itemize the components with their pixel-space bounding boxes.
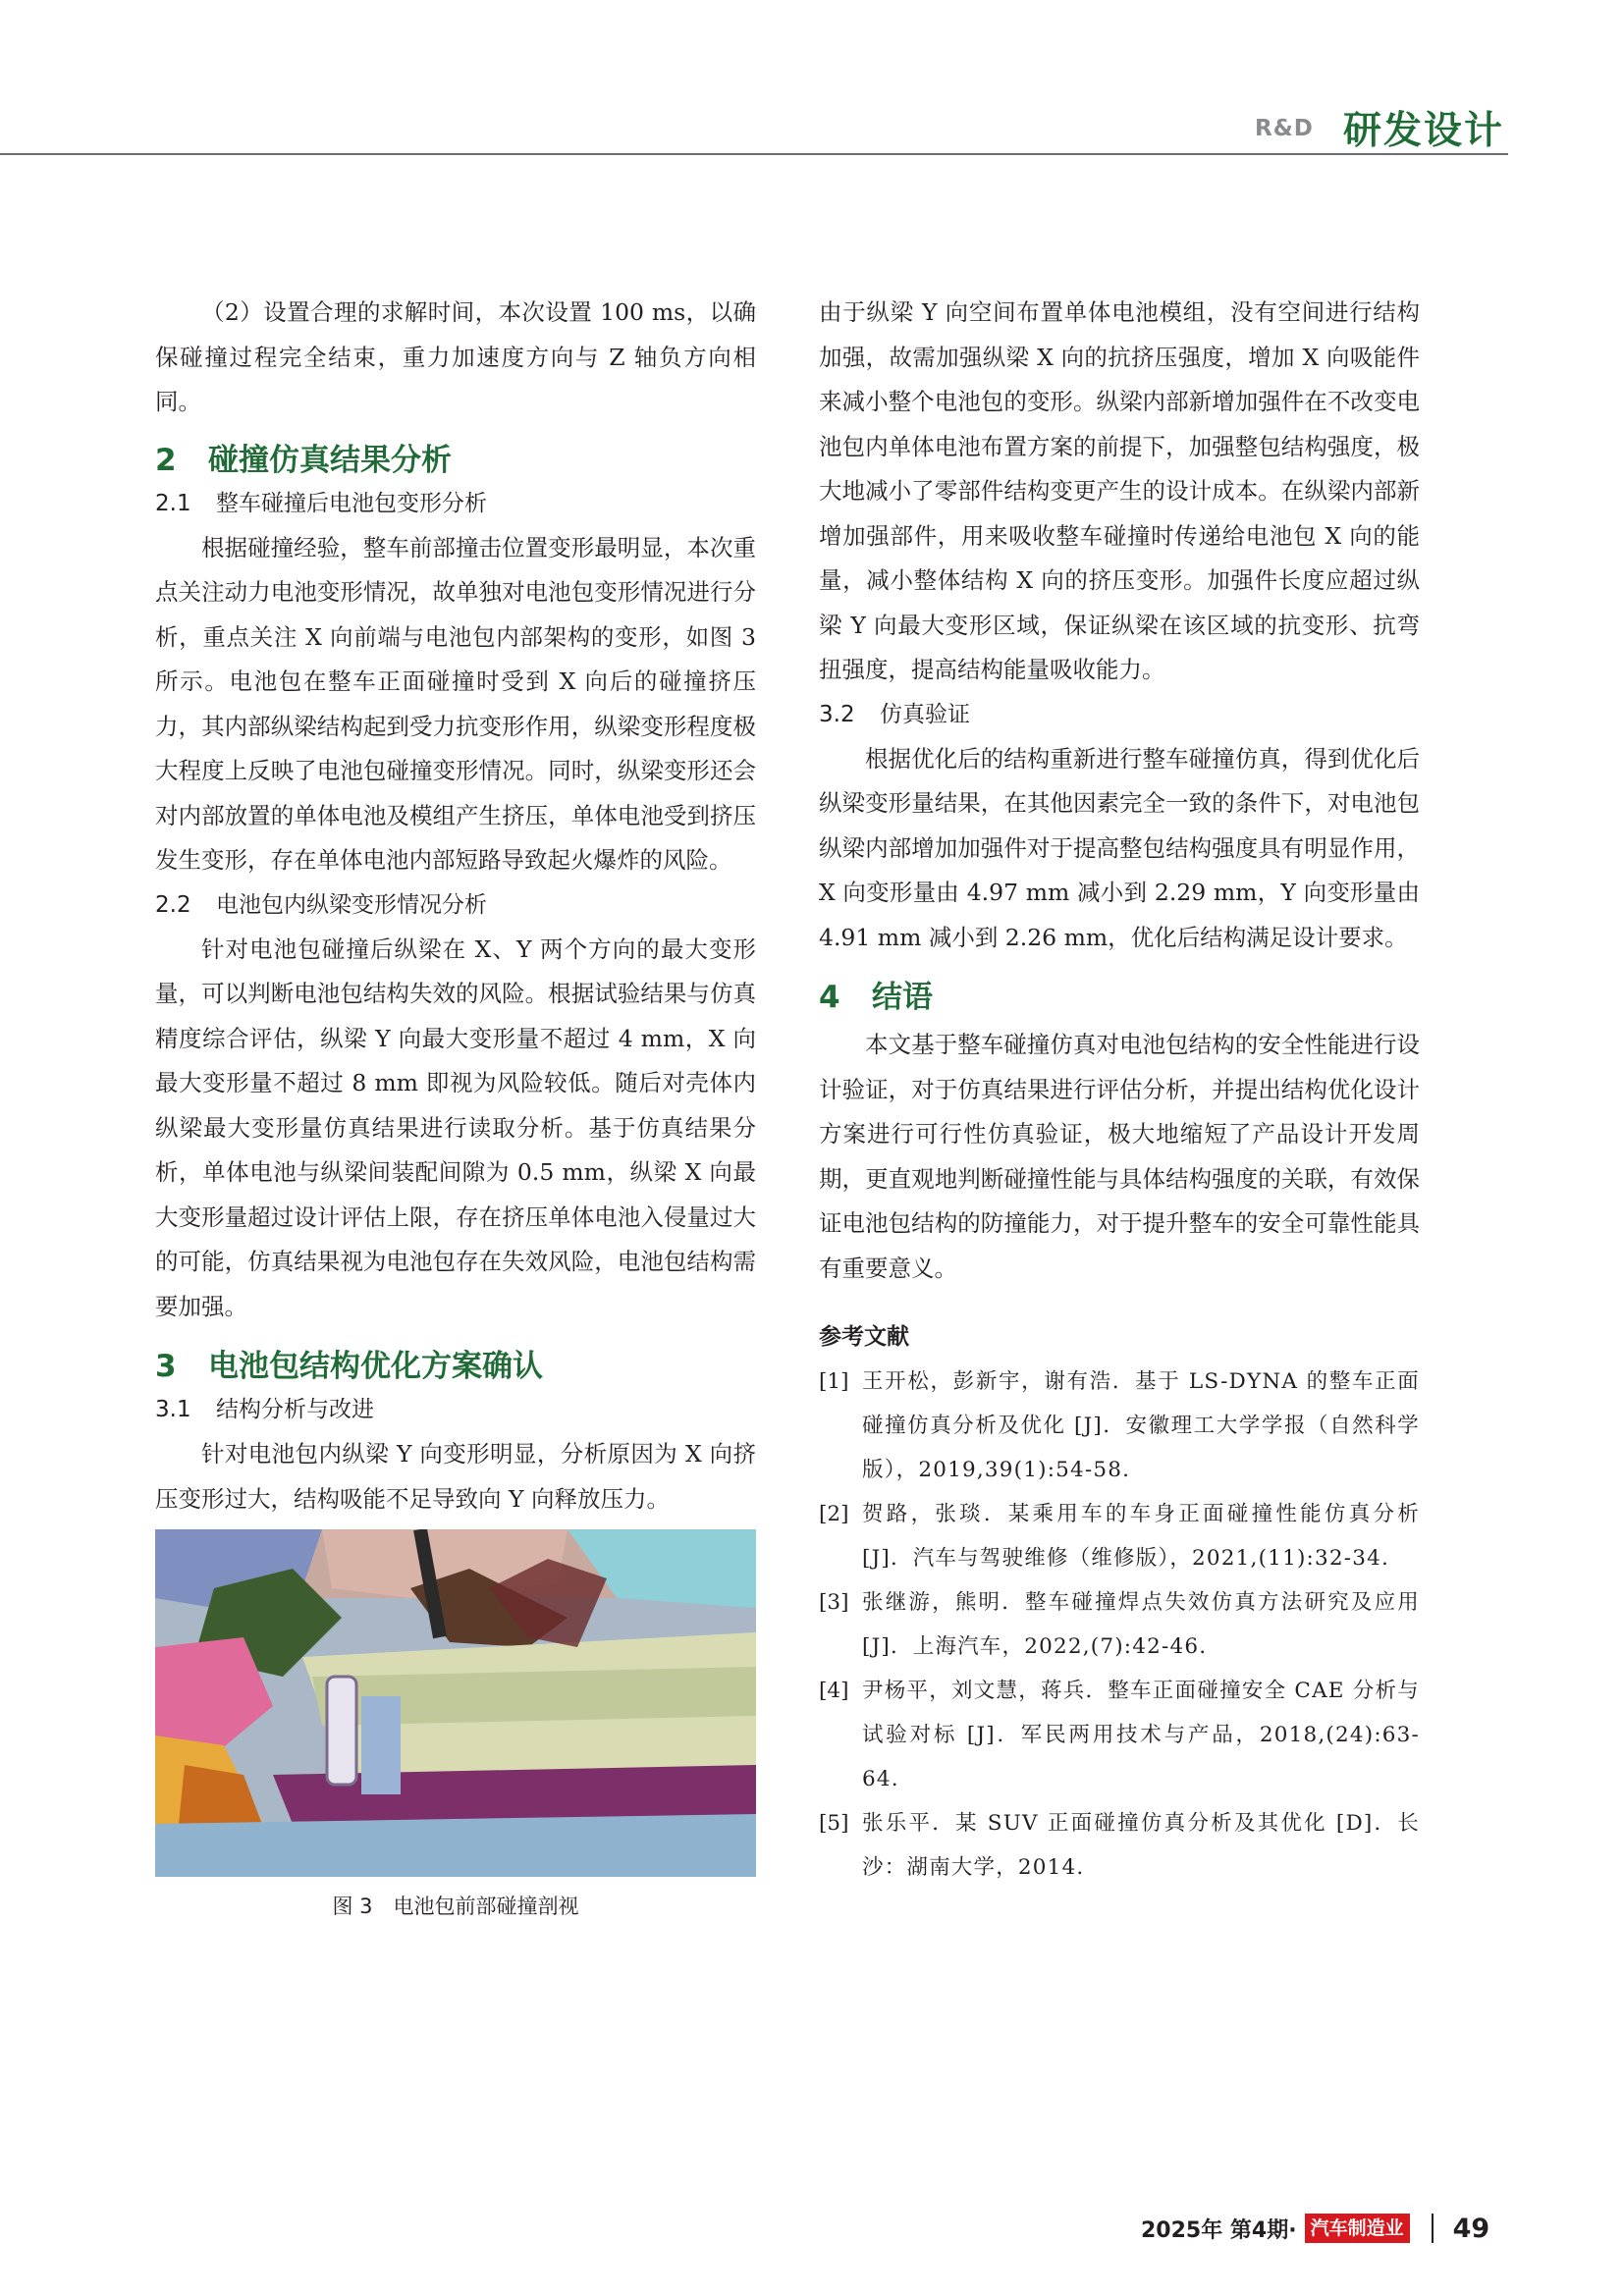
- subsection-title: 仿真验证: [880, 701, 970, 727]
- footer-divider: [1432, 2214, 1434, 2243]
- section-number: 4: [819, 980, 840, 1015]
- reference-number: [2]: [819, 1502, 849, 1526]
- reference-text: 王开松，彭新宇，谢有浩．基于 LS-DYNA 的整车正面碰撞仿真分析及优化 [J]．安徽理工大学学报（自然科学版），2019,39(1):54-58.: [862, 1369, 1420, 1482]
- subsection-number: 3.2: [819, 701, 855, 727]
- page-number: 49: [1452, 2213, 1490, 2244]
- paragraph: 根据优化后的结构重新进行整车碰撞仿真，得到优化后纵梁变形量结果，在其他因素完全一致的条件下，对电池包纵梁内部增加加强件对于提高整包结构强度具有明显作用，X 向变形量由 4.97 mm 减小到 2.29 mm，Y 向变形量由 4.91 mm 减小到 2.26 mm，优化后结构满足设计要求。: [819, 744, 1420, 951]
- crash-simulation-figure: [155, 1529, 756, 1877]
- section-label-cn: 研发设计: [1343, 109, 1505, 153]
- page-footer: [1141, 2212, 1489, 2245]
- paragraph: （2）设置合理的求解时间，本次设置 100 ms，以确保碰撞过程完全结束，重力加速度方向与 Z 轴负方向相同。: [155, 298, 756, 415]
- section-title: 结语: [872, 980, 933, 1015]
- reference-item: [819, 1360, 1420, 1492]
- magazine-logo: 汽车制造业: [1305, 2214, 1410, 2243]
- subsection-title: 电池包内纵梁变形情况分析: [216, 891, 487, 918]
- section-number: 2: [155, 442, 177, 478]
- reference-number: [1]: [819, 1369, 849, 1394]
- section-heading: [155, 1345, 756, 1388]
- section-label-en: R&D: [1255, 116, 1314, 141]
- battery-pack-crash-image: [155, 1529, 756, 1877]
- paragraph: 根据碰撞经验，整车前部撞击位置变形最明显，本次重点关注动力电池变形情况，故单独对电池包变形情况进行分析，重点关注 X 向前端与电池包内部架构的变形，如图 3 所示。电池包在整车正面碰撞时受到 X 向后的碰撞挤压力，其内部纵梁结构起到受力抗变形作用，纵梁变形程度极大程度上反映了电池包碰撞变形情况。同时，纵梁变形还会对内部放置的单体电池及模组产生挤压，单体电池受到挤压发生变形，存在单体电池内部短路导致起火爆炸的风险。: [155, 533, 756, 874]
- subsection-number: 2.1: [155, 490, 191, 516]
- references-title: 参考文献: [819, 1324, 909, 1350]
- reference-number: [5]: [819, 1811, 849, 1836]
- figure-caption: 图 3 电池包前部碰撞剖视: [332, 1895, 579, 1918]
- reference-text: 张继游，熊明．整车碰撞焊点失效仿真方法研究及应用 [J]．上海汽车，2022,(7):42-46.: [862, 1590, 1420, 1659]
- section-title: 电池包结构优化方案确认: [208, 1349, 543, 1384]
- subsection-heading: [155, 883, 756, 928]
- right-column: [819, 291, 1420, 1890]
- reference-item: [819, 1801, 1420, 1890]
- section-heading: [155, 439, 756, 482]
- reference-text: 尹杨平，刘文慧，蒋兵．整车正面碰撞安全 CAE 分析与试验对标 [J]．军民两用技术与产品，2018,(24):63-64.: [862, 1679, 1420, 1791]
- header-rule: [0, 153, 1508, 155]
- reference-text: 张乐平．某 SUV 正面碰撞仿真分析及其优化 [D]．长沙：湖南大学，2014.: [862, 1811, 1420, 1880]
- paragraph: 由于纵梁 Y 向空间布置单体电池模组，没有空间进行结构加强，故需加强纵梁 X 向的抗挤压强度，增加 X 向吸能件来减小整个电池包的变形。纵梁内部新增加强件在不改变电池包内单体电池布置方案的前提下，加强整包结构强度，极大地减小了零部件结构变更产生的设计成本。在纵梁内部新增加强部件，用来吸收整车碰撞时传递给电池包 X 向的能量，减小整体结构 X 向的挤压变形。加强件长度应超过纵梁 Y 向最大变形区域，保证纵梁在该区域的抗变形、抗弯扭强度，提高结构能量吸收能力。: [819, 298, 1420, 683]
- paragraph: 针对电池包内纵梁 Y 向变形明显，分析原因为 X 向挤压变形过大，结构吸能不足导致向 Y 向释放压力。: [155, 1440, 756, 1513]
- reference-list: [819, 1360, 1420, 1890]
- left-column: [155, 291, 756, 1920]
- section-number: 3: [155, 1349, 177, 1384]
- section-title: 碰撞仿真结果分析: [208, 442, 452, 478]
- subsection-heading: [155, 482, 756, 526]
- subsection-heading: [155, 1388, 756, 1432]
- reference-number: [4]: [819, 1679, 849, 1703]
- reference-item: [819, 1580, 1420, 1669]
- reference-number: [3]: [819, 1590, 849, 1615]
- paragraph: 本文基于整车碰撞仿真对电池包结构的安全性能进行设计验证，对于仿真结果进行评估分析，并提出结构优化设计方案进行可行性仿真验证，极大地缩短了产品设计开发周期，更直观地判断碰撞性能与具体结构强度的关联，有效保证电池包结构的防撞能力，对于提升整车的安全可靠性能具有重要意义。: [819, 1031, 1420, 1282]
- subsection-title: 整车碰撞后电池包变形分析: [216, 490, 487, 516]
- section-heading: [819, 976, 1420, 1019]
- subsection-number: 3.1: [155, 1397, 191, 1422]
- reference-text: 贺路，张琰．某乘用车的车身正面碰撞性能仿真分析 [J]．汽车与驾驶维修（维修版），2021,(11):32-34.: [862, 1502, 1420, 1571]
- reference-item: [819, 1669, 1420, 1801]
- subsection-title: 结构分析与改进: [216, 1397, 374, 1422]
- issue-label: 2025年 第4期·: [1141, 2217, 1297, 2243]
- subsection-number: 2.2: [155, 891, 191, 918]
- subsection-heading: [819, 693, 1420, 737]
- reference-item: [819, 1492, 1420, 1580]
- paragraph: 针对电池包碰撞后纵梁在 X、Y 两个方向的最大变形量，可以判断电池包结构失效的风险。根据试验结果与仿真精度综合评估，纵梁 Y 向最大变形量不超过 4 mm，X 向最大变形量不超过 8 mm 即视为风险较低。随后对壳体内纵梁最大变形量仿真结果进行读取分析。基于仿真结果分析，单体电池与纵梁间装配间隙为 0.5 mm，纵梁 X 向最大变形量超过设计评估上限，存在挤压单体电池入侵量过大的可能，仿真结果视为电池包存在失效风险，电池包结构需要加强。: [155, 934, 756, 1320]
